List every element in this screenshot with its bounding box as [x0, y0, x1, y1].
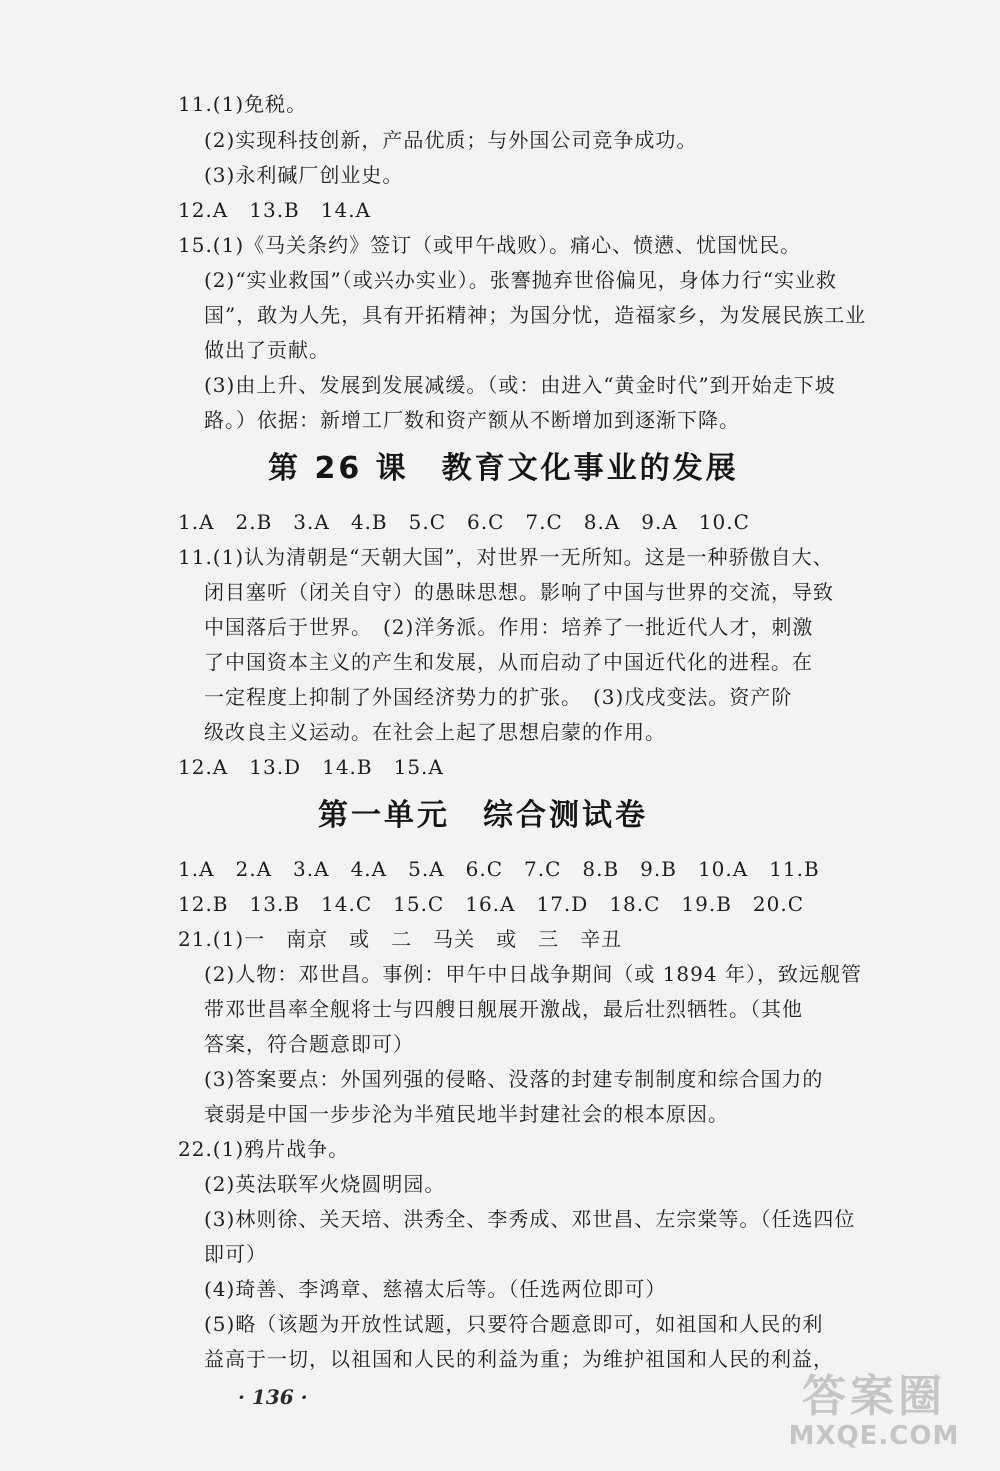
answer-line: (5)略（该题为开放性试题，只要符合题意即可，如祖国和人民的利	[204, 1312, 824, 1336]
watermark-site-text: MXQE.COM	[788, 1421, 960, 1451]
answer-line: 衰弱是中国一步步沦为半殖民地半封建社会的根本原因。	[204, 1102, 729, 1126]
answer-line: 12.A 13.B 14.A	[178, 198, 372, 222]
answer-line: 答案，符合题意即可）	[204, 1032, 414, 1056]
answer-line: (2)实现科技创新，产品优质；与外国公司竞争成功。	[204, 128, 698, 152]
answer-line: 做出了贡献。	[204, 338, 330, 362]
answer-line: 带邓世昌率全舰将士与四艘日舰展开激战，最后壮烈牺牲。（其他	[204, 997, 803, 1021]
page-number: · 136 ·	[238, 1385, 308, 1409]
watermark-logo	[774, 1373, 974, 1457]
answer-line: 12.A 13.D 14.B 15.A	[178, 755, 444, 779]
watermark-logo-text: 答案圈	[802, 1371, 946, 1422]
answer-line: 路。）依据：新增工厂数和资产额从不断增加到逐渐下降。	[204, 408, 740, 432]
answer-line: 21.(1)一 南京 或 二 马关 或 三 辛丑	[178, 927, 623, 951]
answer-line: (2)人物：邓世昌。事例：甲午中日战争期间（或 1894 年），致远舰管	[204, 962, 862, 986]
section-heading: 第 26 课 教育文化事业的发展	[268, 451, 739, 486]
answer-line: 级改良主义运动。在社会上起了思想启蒙的作用。	[204, 720, 666, 744]
answer-line: 了中国资本主义的产生和发展，从而启动了中国近代化的进程。在	[204, 650, 813, 674]
answer-line: (3)林则徐、关天培、洪秀全、李秀成、邓世昌、左宗棠等。（任选四位	[204, 1207, 856, 1231]
answer-line: 即可）	[204, 1242, 267, 1266]
answer-line: 12.B 13.B 14.C 15.C 16.A 17.D 18.C 19.B 20.C	[178, 892, 805, 916]
section-heading: 第一单元 综合测试卷	[318, 798, 648, 833]
answer-line: 中国落后于世界。 (2)洋务派。作用：培养了一批近代人才，刺激	[204, 615, 814, 639]
answer-line: 1.A 2.B 3.A 4.B 5.C 6.C 7.C 8.A 9.A 10.C	[178, 510, 750, 534]
answer-line: 11.(1)认为清朝是“天朝大国”，对世界一无所知。这是一种骄傲自大、	[178, 545, 834, 569]
answer-line: 闭目塞听（闭关自守）的愚昧思想。影响了中国与世界的交流，导致	[204, 580, 834, 604]
answer-line: 一定程度上抑制了外国经济势力的扩张。 (3)戊戌变法。资产阶	[204, 685, 793, 709]
answer-line: (4)琦善、李鸿章、慈禧太后等。（任选两位即可）	[204, 1277, 667, 1301]
answer-line: (3)答案要点：外国列强的侵略、没落的封建专制制度和综合国力的	[204, 1067, 824, 1091]
answer-line: 国”，敢为人先，具有开拓精神；为国分忧，造福家乡，为发展民族工业	[204, 303, 867, 327]
answer-line: 1.A 2.A 3.A 4.A 5.A 6.C 7.C 8.B 9.B 10.A 11.B	[178, 857, 820, 881]
answer-line: 益高于一切，以祖国和人民的利益为重；为维护祖国和人民的利益，	[204, 1347, 834, 1371]
answer-line: (2)“实业救国”（或兴办实业）。张謇抛弃世俗偏见，身体力行“实业救	[204, 268, 838, 292]
answer-line: (2)英法联军火烧圆明园。	[204, 1172, 446, 1196]
answer-line: 11.(1)免税。	[178, 92, 308, 116]
answer-line: (3)永利碱厂创业史。	[204, 163, 404, 187]
answer-line: 22.(1)鸦片战争。	[178, 1137, 350, 1161]
answer-line: 15.(1)《马关条约》签订（或甲午战败）。痛心、愤懑、忧国忧民。	[178, 233, 802, 257]
answer-line: (3)由上升、发展到发展减缓。（或：由进入“黄金时代”到开始走下坡	[204, 373, 836, 397]
